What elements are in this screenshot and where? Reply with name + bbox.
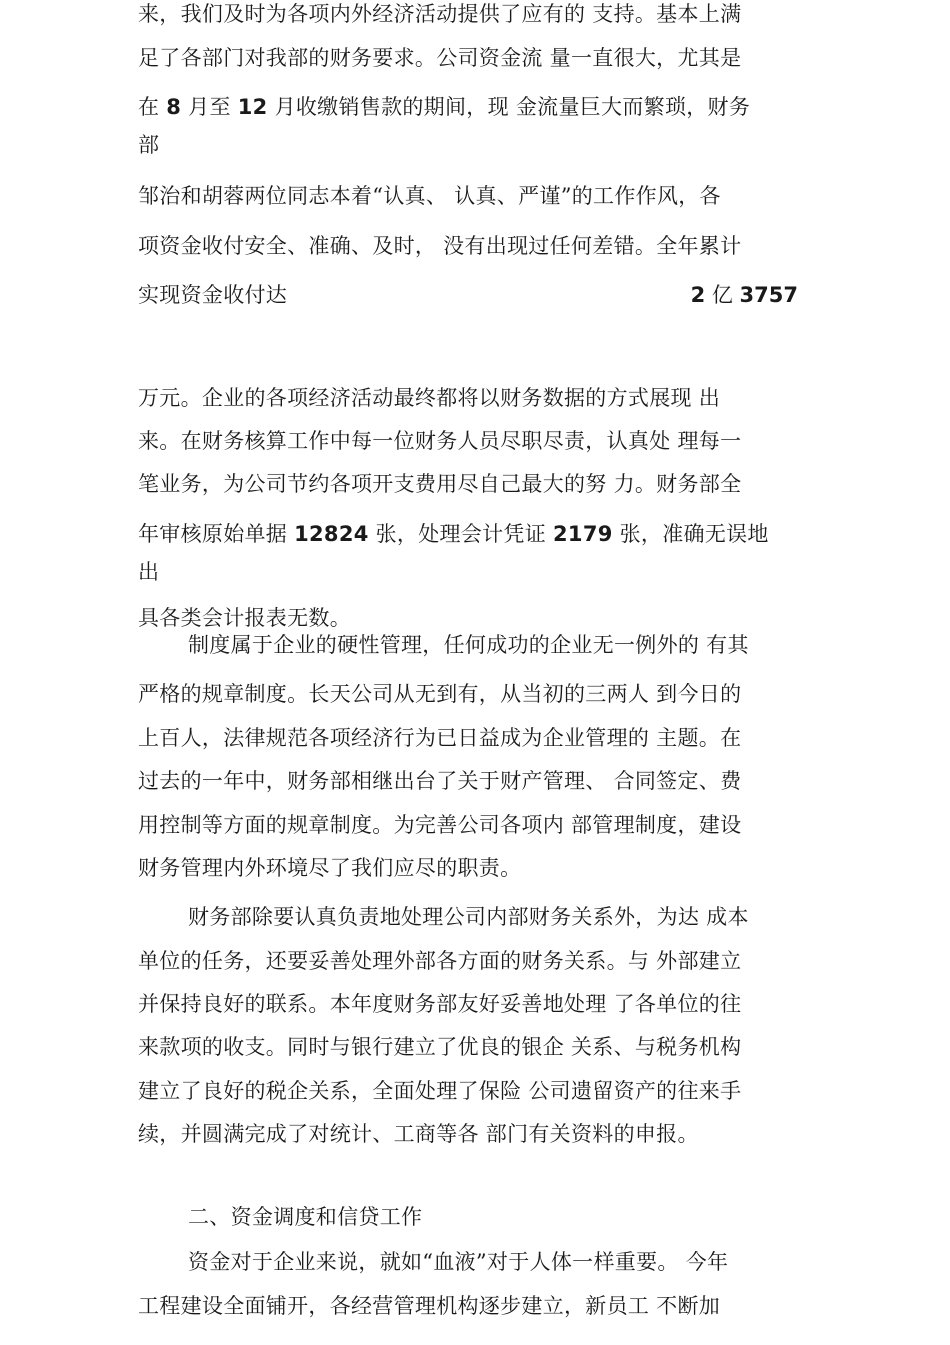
number-value: 2 xyxy=(690,283,706,307)
number-value: 12 xyxy=(237,95,268,119)
number-value: 8 xyxy=(166,95,182,119)
text-line: 用控制等方面的规章制度。为完善公司各项内 部管理制度，建设 xyxy=(138,813,742,837)
text-line: 财务部除要认真负责地处理公司内部财务关系外，为达 成本 xyxy=(188,905,749,929)
text-line: 足了各部门对我部的财务要求。公司资金流 量一直很大，尤其是 xyxy=(138,46,742,70)
text-line: 财务管理内外环境尽了我们应尽的职责。 xyxy=(138,856,522,880)
text-line: 来。在财务核算工作中每一位财务人员尽职尽责，认真处 理每一 xyxy=(138,429,742,453)
number-value: 2179 xyxy=(553,522,613,546)
amount-value xyxy=(691,281,798,309)
text-line: 制度属于企业的硬性管理，任何成功的企业无一例外的 有其 xyxy=(188,633,749,657)
number-value: 3757 xyxy=(739,283,798,307)
text-line: 出 xyxy=(138,560,160,584)
text-segment: 年审核原始单据 xyxy=(138,522,295,546)
text-line: 并保持良好的联系。本年度财务部友好妥善地处理 了各单位的往 xyxy=(138,992,742,1016)
text-line: 部 xyxy=(138,133,160,157)
text-line: 来款项的收支。同时与银行建立了优良的银企 关系、与税务机构 xyxy=(138,1035,742,1059)
text-line: 具各类会计报表无数。 xyxy=(138,606,351,630)
text-line: 资金对于企业来说，就如“血液”对于人体一样重要。 今年 xyxy=(188,1250,729,1274)
section-heading: 二、资金调度和信贷工作 xyxy=(188,1205,423,1229)
text-segment: 在 xyxy=(138,95,167,119)
text-line: 实现资金收付达 xyxy=(138,283,288,307)
text-line: 邹治和胡蓉两位同志本着“认真、 认真、严谨”的工作作风，各 xyxy=(138,184,721,208)
text-segment: 张，处理会计凭证 xyxy=(368,522,553,546)
text-line: 上百人，法律规范各项经济行为已日益成为企业管理的 主题。在 xyxy=(138,726,742,750)
text-segment: 张，准确无误地 xyxy=(612,522,769,546)
text-segment: 月收缴销售款的期间，现 金流量巨大而繁琐，财务 xyxy=(267,95,751,119)
number-value: 12824 xyxy=(294,522,369,546)
text-line: 笔业务，为公司节约各项开支费用尽自己最大的努 力。财务部全 xyxy=(138,472,742,496)
text-line: 严格的规章制度。长天公司从无到有，从当初的三两人 到今日的 xyxy=(138,682,742,706)
text-line: 单位的任务，还要妥善处理外部各方面的财务关系。与 外部建立 xyxy=(138,949,742,973)
text-segment: 亿 xyxy=(705,283,740,307)
text-line: 工程建设全面铺开，各经营管理机构逐步建立，新员工 不断加 xyxy=(138,1294,721,1318)
text-line xyxy=(138,520,769,548)
text-line: 过去的一年中，财务部相继出台了关于财产管理、 合同签定、费 xyxy=(138,769,742,793)
text-line: 项资金收付安全、准确、及时， 没有出现过任何差错。全年累计 xyxy=(138,234,742,258)
text-line: 来，我们及时为各项内外经济活动提供了应有的 支持。基本上满 xyxy=(138,2,742,26)
text-line: 建立了良好的税企关系，全面处理了保险 公司遗留资产的往来手 xyxy=(138,1079,742,1103)
text-line: 万元。企业的各项经济活动最终都将以财务数据的方式展现 出 xyxy=(138,386,721,410)
text-segment: 月至 xyxy=(181,95,238,119)
text-line: 续，并圆满完成了对统计、工商等各 部门有关资料的申报。 xyxy=(138,1122,699,1146)
text-line xyxy=(138,93,750,121)
